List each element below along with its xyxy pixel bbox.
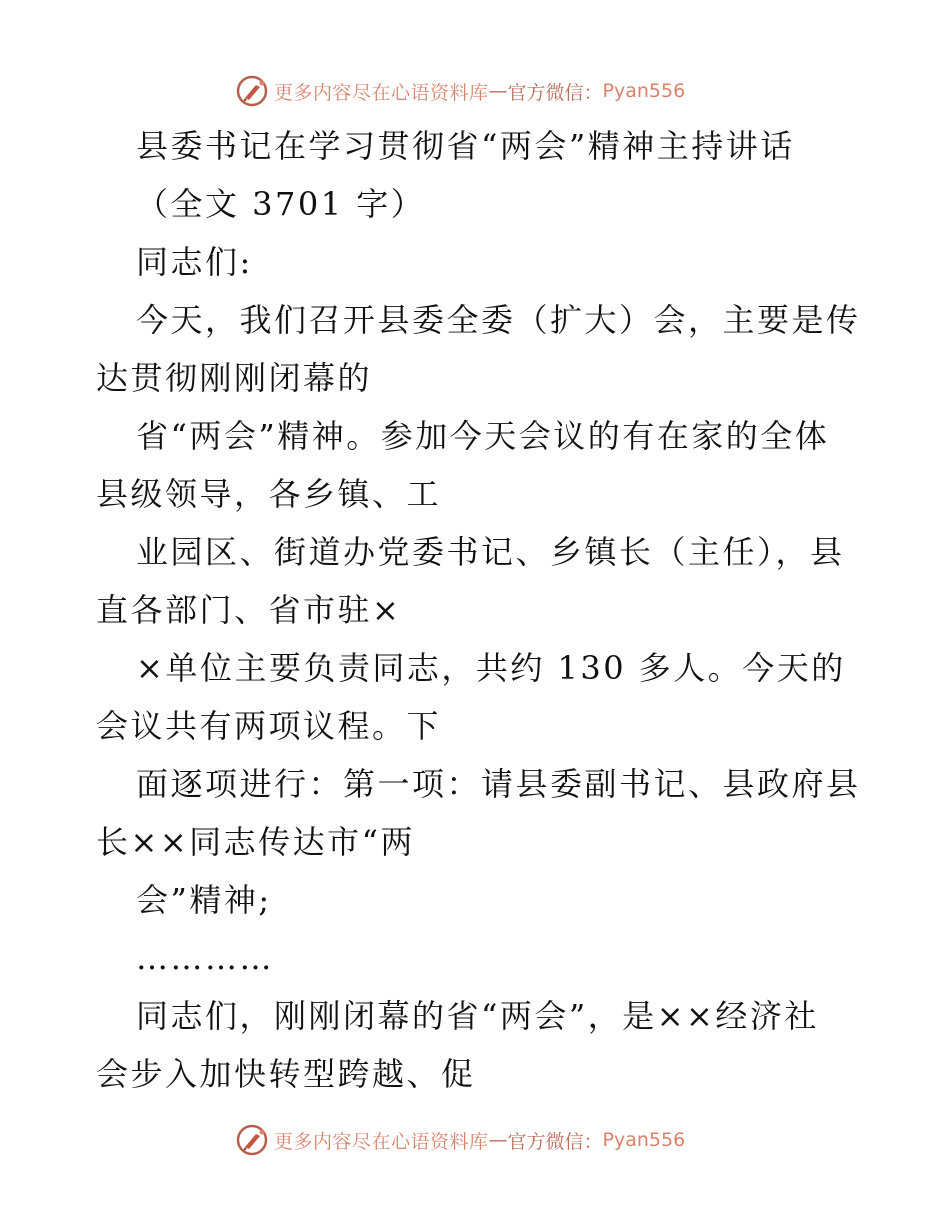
quill-pen-logo-icon: [236, 75, 268, 107]
quill-pen-logo-icon: [236, 1124, 268, 1156]
watermark-separator: —: [488, 1129, 508, 1151]
document-title: 县委书记在学习贯彻省“两会”精神主持讲话: [136, 127, 795, 165]
paragraph-line: 长××同志传达市“两: [96, 823, 415, 861]
paragraph-line: 省“两会”精神。参加今天会议的有在家的全体: [136, 417, 830, 455]
footer-watermark: [236, 1123, 685, 1157]
ellipsis-line: …………: [136, 939, 274, 977]
watermark-sub-text: 官方微信：: [507, 81, 603, 104]
paragraph-line: 面逐项进行：第一项：请县委副书记、县政府县: [136, 765, 861, 803]
watermark-sub-text: 官方微信：: [507, 1130, 603, 1153]
paragraph-line: 达贯彻刚刚闭幕的: [96, 359, 373, 397]
watermark-wechat-id: Pyan556: [602, 80, 686, 102]
watermark-separator: —: [488, 80, 508, 102]
paragraph-line: 会”精神;: [136, 881, 272, 919]
paragraph-line: 会议共有两项议程。下: [96, 707, 442, 745]
header-watermark: [236, 74, 685, 108]
salutation: 同志们:: [136, 243, 253, 281]
watermark-main-text: 更多内容尽在心语资料库: [274, 81, 489, 104]
paragraph-line: ×单位主要负责同志，共约 130 多人。今天的: [136, 649, 846, 687]
paragraph-line: 业园区、街道办党委书记、乡镇长（主任），县: [136, 533, 845, 571]
document-body: [96, 117, 876, 1103]
paragraph-line: 同志们，刚刚闭幕的省“两会”，是××经济社: [136, 997, 819, 1035]
paragraph-line: 会步入加快转型跨越、促: [96, 1055, 476, 1093]
watermark-main-text: 更多内容尽在心语资料库: [274, 1130, 489, 1153]
word-count-note: （全文 3701 字）: [136, 185, 426, 223]
paragraph-line: 今天，我们召开县委全委（扩大）会，主要是传: [136, 301, 861, 339]
paragraph-line: 县级领导，各乡镇、工: [96, 475, 442, 513]
paragraph-line: 直各部门、省市驻×: [96, 591, 402, 629]
watermark-wechat-id: Pyan556: [602, 1129, 686, 1151]
